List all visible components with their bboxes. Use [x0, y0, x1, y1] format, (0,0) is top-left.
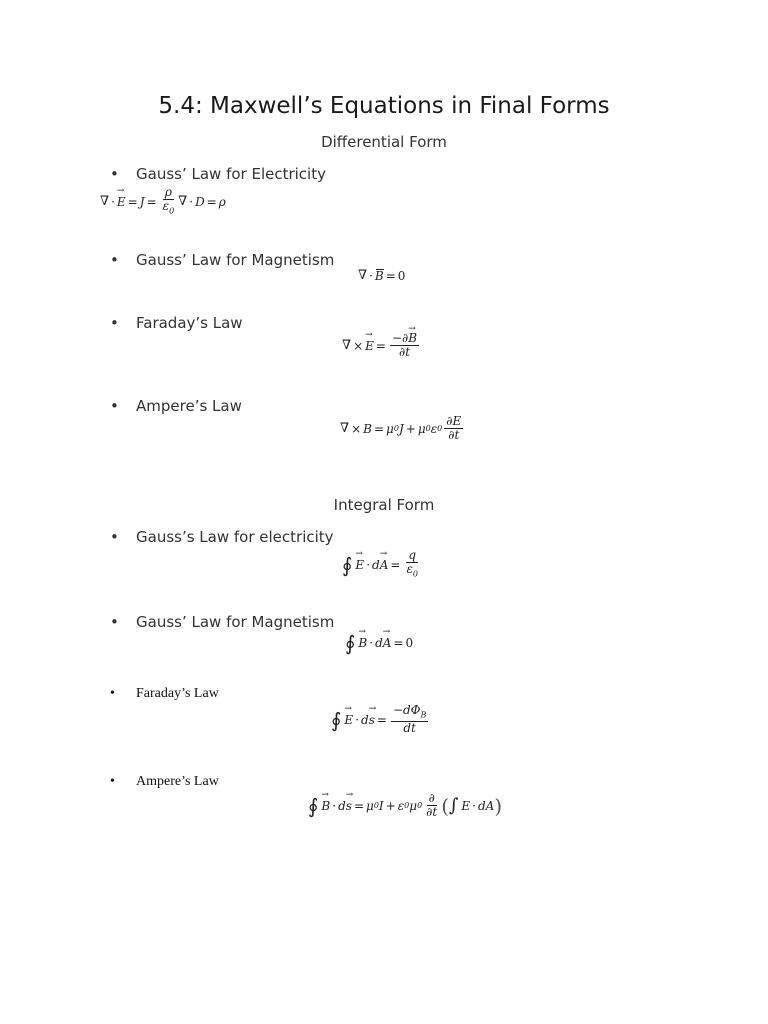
- contour-integral-icon: ∮: [331, 707, 342, 732]
- list-item-faraday-integral: • Faraday’s Law: [110, 684, 219, 704]
- equation-ampere-differential: ∇ × B = μ 0 J + μ 0 ε 0 $\frac{\partial E}{\partial t}$: [340, 414, 462, 442]
- bullet-icon: •: [110, 397, 119, 415]
- list-item-ampere-differential: • Ampere’s Law: [110, 397, 242, 415]
- list-item-gauss-magnetism-differential: • Gauss’ Law for Magnetism: [110, 251, 335, 269]
- contour-integral-icon: ∮: [308, 793, 319, 818]
- list-item-ampere-integral: • Ampere’s Law: [110, 772, 219, 792]
- equation-faraday-differential: ∇ × → E = $\frac{-\partial\to B}{\partial t}$: [342, 332, 421, 359]
- list-item-gauss-electricity-integral: • Gauss’s Law for electricity: [110, 528, 334, 546]
- equation-faraday-integral: ∮ → E · d → s = $\frac{-d\Phi_B}{dt}$: [331, 704, 430, 735]
- bullet-icon: •: [110, 528, 119, 546]
- page-title: 5.4: Maxwell’s Equations in Final Forms: [158, 93, 610, 119]
- nabla-icon: ∇: [342, 338, 352, 353]
- bullet-icon: •: [110, 686, 115, 701]
- list-item-gauss-magnetism-integral: • Gauss’ Law for Magnetism: [110, 613, 335, 631]
- contour-integral-icon: ∮: [345, 631, 356, 655]
- nabla-icon: ∇: [100, 194, 110, 210]
- integral-icon: ∫: [449, 795, 459, 816]
- equation-ampere-integral: ∮ → B · d → s = μ 0 I + ε 0 μ 0 $\frac{\partial}{\partial t}$ ( ∫ E · dA ): [308, 792, 502, 819]
- integral-form-heading: Integral Form: [333, 496, 435, 514]
- equation-gauss-magnetism-differential: ∇ · B = 0: [358, 268, 406, 283]
- contour-integral-icon: ∮: [342, 552, 353, 577]
- bullet-icon: •: [110, 251, 119, 269]
- equation-gauss-electricity-differential: ∇ · → E = J = $\frac{\rho}{\varepsilon_0}$ ∇ · D = ρ: [100, 186, 226, 217]
- bullet-icon: •: [110, 774, 115, 789]
- nabla-icon: ∇: [358, 268, 368, 283]
- bullet-icon: •: [110, 613, 119, 631]
- nabla-icon: ∇: [340, 421, 350, 436]
- bullet-icon: •: [110, 314, 119, 332]
- list-item-gauss-electricity-differential: • Gauss’ Law for Electricity: [110, 165, 326, 183]
- differential-form-heading: Differential Form: [321, 133, 447, 151]
- equation-gauss-magnetism-integral: ∮ → B · d → A = 0: [345, 631, 413, 655]
- equation-gauss-electricity-integral: ∮ → E · d → A = $\frac{q}{\varepsilon_0}$: [342, 549, 422, 580]
- list-item-faraday-differential: • Faraday’s Law: [110, 314, 243, 332]
- bullet-icon: •: [110, 165, 119, 183]
